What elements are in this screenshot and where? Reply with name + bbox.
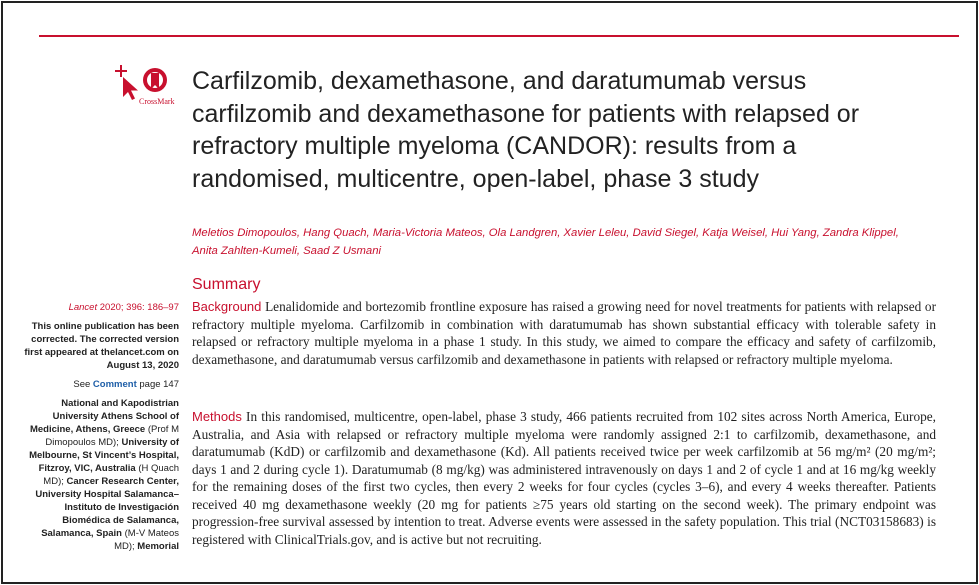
author-list-line[interactable]: Anita Zahlten-Kumeli, Saad Z Usmani	[192, 245, 381, 257]
background-label: Background	[192, 299, 262, 314]
affiliation-person: (H Quach MD);	[43, 463, 179, 487]
page-frame	[1, 1, 978, 584]
citation-journal: Lancet	[68, 302, 98, 313]
affiliation-institution: Cancer Research Center, University Hospital Salamanca–Instituto de Investigación Biomédica de Salamanca, Salamanca, Spain	[35, 476, 179, 539]
see-prefix: See	[73, 379, 93, 390]
author-list	[192, 224, 932, 260]
comment-link[interactable]: Comment	[92, 379, 137, 390]
see-comment	[23, 378, 179, 391]
affiliation-person: (M-V Mateos MD);	[114, 528, 179, 552]
affiliation-institution: Memorial	[134, 541, 179, 552]
background-paragraph	[192, 298, 936, 368]
affiliation-institution: National and Kapodistrian University Athens School of Medicine, Athens, Greece	[29, 398, 179, 435]
summary-heading: Summary	[192, 276, 261, 293]
citation	[23, 301, 179, 314]
author-list-line[interactable]: Meletios Dimopoulos, Hang Quach, Maria-Victoria Mateos, Ola Landgren, Xavier Leleu, David Siegel, Katja Weisel, Hui Yang, Zandra Klippel,	[192, 227, 899, 239]
correction-note: This online publication has been corrected. The corrected version first appeared at thelancet.com on August 13, 2020	[24, 321, 179, 371]
citation-details: 2020; 396: 186–97	[97, 302, 179, 313]
sidebar	[23, 301, 179, 559]
see-suffix: page 147	[136, 379, 179, 390]
crossmark-label: CrossMark	[139, 97, 175, 106]
methods-paragraph	[192, 408, 936, 548]
affiliation-institution: University of Melbourne, St Vincent’s Hospital, Fitzroy, VIC, Australia	[29, 437, 179, 474]
affiliations	[23, 397, 179, 553]
article-title: Carfilzomib, dexamethasone, and daratumumab versus carfilzomib and dexamethasone for patients with relapsed or refractory multiple myeloma (CANDOR): results from a randomised, multicentre, open-label, phase 3 study	[192, 67, 860, 193]
background-text: Lenalidomide and bortezomib frontline exposure has raised a growing need for novel treatments for patients with relapsed or refractory multiple myeloma. Carfilzomib in combination with daratumumab has shown substantial efficacy with tolerable safety in relapsed or refractory multiple myeloma in a phase 1 study. In this study, we aimed to compare the efficacy and safety of carfilzomib, dexamethasone, and daratumumab versus carfilzomib and dexamethasone in patients with relapsed or refractory multiple myeloma.	[192, 299, 936, 367]
methods-text: In this randomised, multicentre, open-label, phase 3 study, 466 patients recruited from 102 sites across North America, Europe, Australia, and Asia with relapsed or refractory multiple myeloma were randomly assigned 2:1 to carfilzomib, dexamethasone, and daratumumab (KdD) or carfilzomib and dexamethasone (Kd). All patients received twice per week carfilzomib at 56 mg/m² (20 mg/m²; days 1 and 2 during cycle 1). Daratumumab (8 mg/kg) was administered intravenously on days 1 and 2 of cycle 1 and at 16 mg/kg weekly for the remaining doses of the first two cycles, then every 2 weeks for four cycles (cycles 3–6), and every 4 weeks thereafter. Patients received 40 mg dexamethasone weekly (20 mg for patients ≥75 years old starting on the second week). The primary endpoint was progression-free survival assessed by intention to treat. Adverse events were assessed in the safety population. This trial (NCT03158683) is registered with ClinicalTrials.gov, and is active but not recruiting.	[192, 409, 936, 547]
methods-label: Methods	[192, 409, 242, 424]
top-rule	[39, 35, 959, 37]
affiliation-person: (Prof M Dimopoulos MD);	[45, 424, 179, 448]
